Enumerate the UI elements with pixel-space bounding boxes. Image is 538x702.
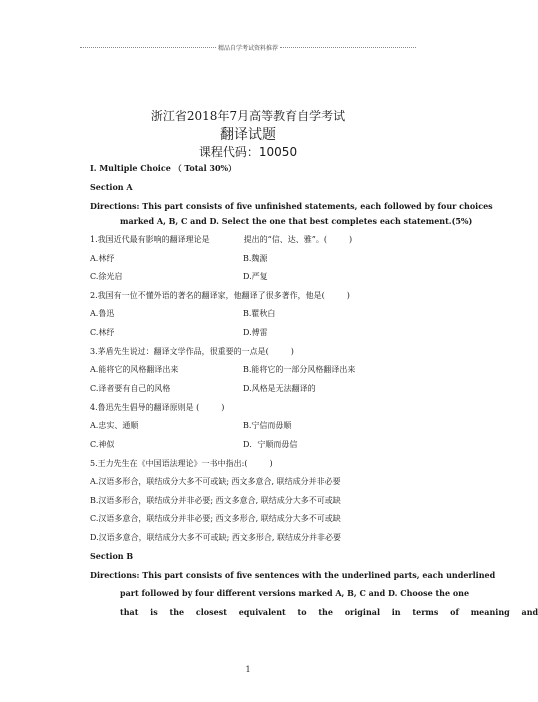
question-1-option-d: D.严复	[243, 272, 268, 281]
question-1-text: 1.我国近代最有影响的翻译理论是	[90, 235, 210, 244]
header-dots-left	[80, 47, 216, 48]
question-3-stem	[90, 346, 294, 357]
question-2-bracket-close: )	[346, 291, 350, 300]
header-text: 精品自学考试资料推荐	[218, 44, 279, 52]
question-4-option-a: A.忠实、通顺	[90, 421, 139, 430]
directions-text: This part consists of five unfinished statements, each followed by four choices	[142, 201, 493, 211]
question-4-text: 4.鲁迅先生倡导的翻译原则是 (	[90, 403, 200, 412]
directions-label: Directions:	[90, 201, 140, 211]
header-dots-right	[280, 47, 416, 48]
question-5-bracket-close: )	[269, 459, 273, 468]
question-2-text: 2.我国有一位不懂外语的著名的翻译家，他翻译了很多著作，他是(	[90, 291, 325, 300]
question-1-stem	[90, 234, 352, 245]
question-5-option-d: D.汉语多意合，联结成分大多不可或缺; 西文多形合, 联结成分并非必要	[90, 533, 341, 542]
question-4-stem	[90, 402, 224, 413]
page-number: 1	[245, 665, 251, 674]
course-code: 课程代码：10050	[198, 145, 298, 159]
section-b-heading: Section B	[90, 551, 134, 561]
question-2-stem	[90, 290, 350, 301]
question-4-bracket-close: )	[221, 403, 225, 412]
section-a-directions-line1	[90, 201, 493, 212]
page-header	[80, 41, 416, 53]
question-3-text: 3.茅盾先生说过：翻译文学作品，很重要的一点是(	[90, 347, 269, 356]
question-3-option-d: D.风格是无法翻译的	[243, 384, 316, 393]
exam-title: 浙江省2018年7月高等教育自学考试	[150, 109, 346, 123]
subject-title: 翻译试题	[220, 127, 276, 143]
question-5-option-c: C.汉语多意合，联结成分并非必要; 西文多形合, 联结成分大多不可或缺	[90, 514, 341, 523]
question-2-option-a: A.鲁迅	[90, 309, 115, 318]
question-1-bracket-close: )	[348, 235, 353, 244]
question-1-text-b: 提出的“信、达、雅”。(	[243, 235, 327, 244]
question-3-option-a: A.能将它的风格翻译出来	[90, 365, 179, 374]
question-5-option-b: B.汉语多形合，联结成分并非必要; 西文多意合, 联结成分大多不可或缺	[90, 496, 341, 505]
question-3-bracket-close: )	[290, 347, 294, 356]
question-3-option-c: C.译者要有自己的风格	[90, 384, 171, 393]
part1-heading: I. Multiple Choice （ Total 30%）	[90, 163, 237, 173]
question-2-option-c: C.林纾	[90, 328, 115, 337]
section-b-directions-label: Directions:	[90, 570, 140, 580]
question-5-stem	[90, 458, 273, 469]
section-b-directions-text: This part consists of five sentences with the underlined parts, each underlined	[142, 570, 496, 580]
question-4-option-c: C.神似	[90, 440, 115, 449]
section-b-directions-line2: part followed by four different versions marked A, B, C and D. Choose the one	[120, 588, 470, 598]
question-1-option-b: B.魏源	[243, 254, 268, 263]
question-4-option-d: D．宁顺而毋信	[243, 440, 298, 449]
section-a-heading: Section A	[90, 182, 133, 192]
section-b-directions-line1	[90, 570, 495, 581]
question-1-option-c: C.徐光启	[90, 272, 123, 281]
question-3-option-b: B.能将它的一部分风格翻译出来	[243, 365, 356, 374]
section-b-directions-line3: that is the closest equivalent to the original in terms of meaning and	[120, 607, 538, 617]
question-1-option-a: A.林纾	[90, 254, 115, 263]
section-a-directions-line2: marked A, B, C and D. Select the one that best completes each statement.(5%)	[120, 216, 473, 226]
question-2-option-d: D.傅雷	[243, 328, 268, 337]
question-2-option-b: B.瞿秋白	[243, 309, 276, 318]
question-4-option-b: B.宁信而毋顺	[243, 421, 292, 430]
question-5-text: 5.王力先生在《中国语法理论》一书中指出:(	[90, 459, 248, 468]
question-5-option-a: A.汉语多形合，联结成分大多不可或缺; 西文多意合, 联结成分并非必要	[90, 477, 341, 486]
